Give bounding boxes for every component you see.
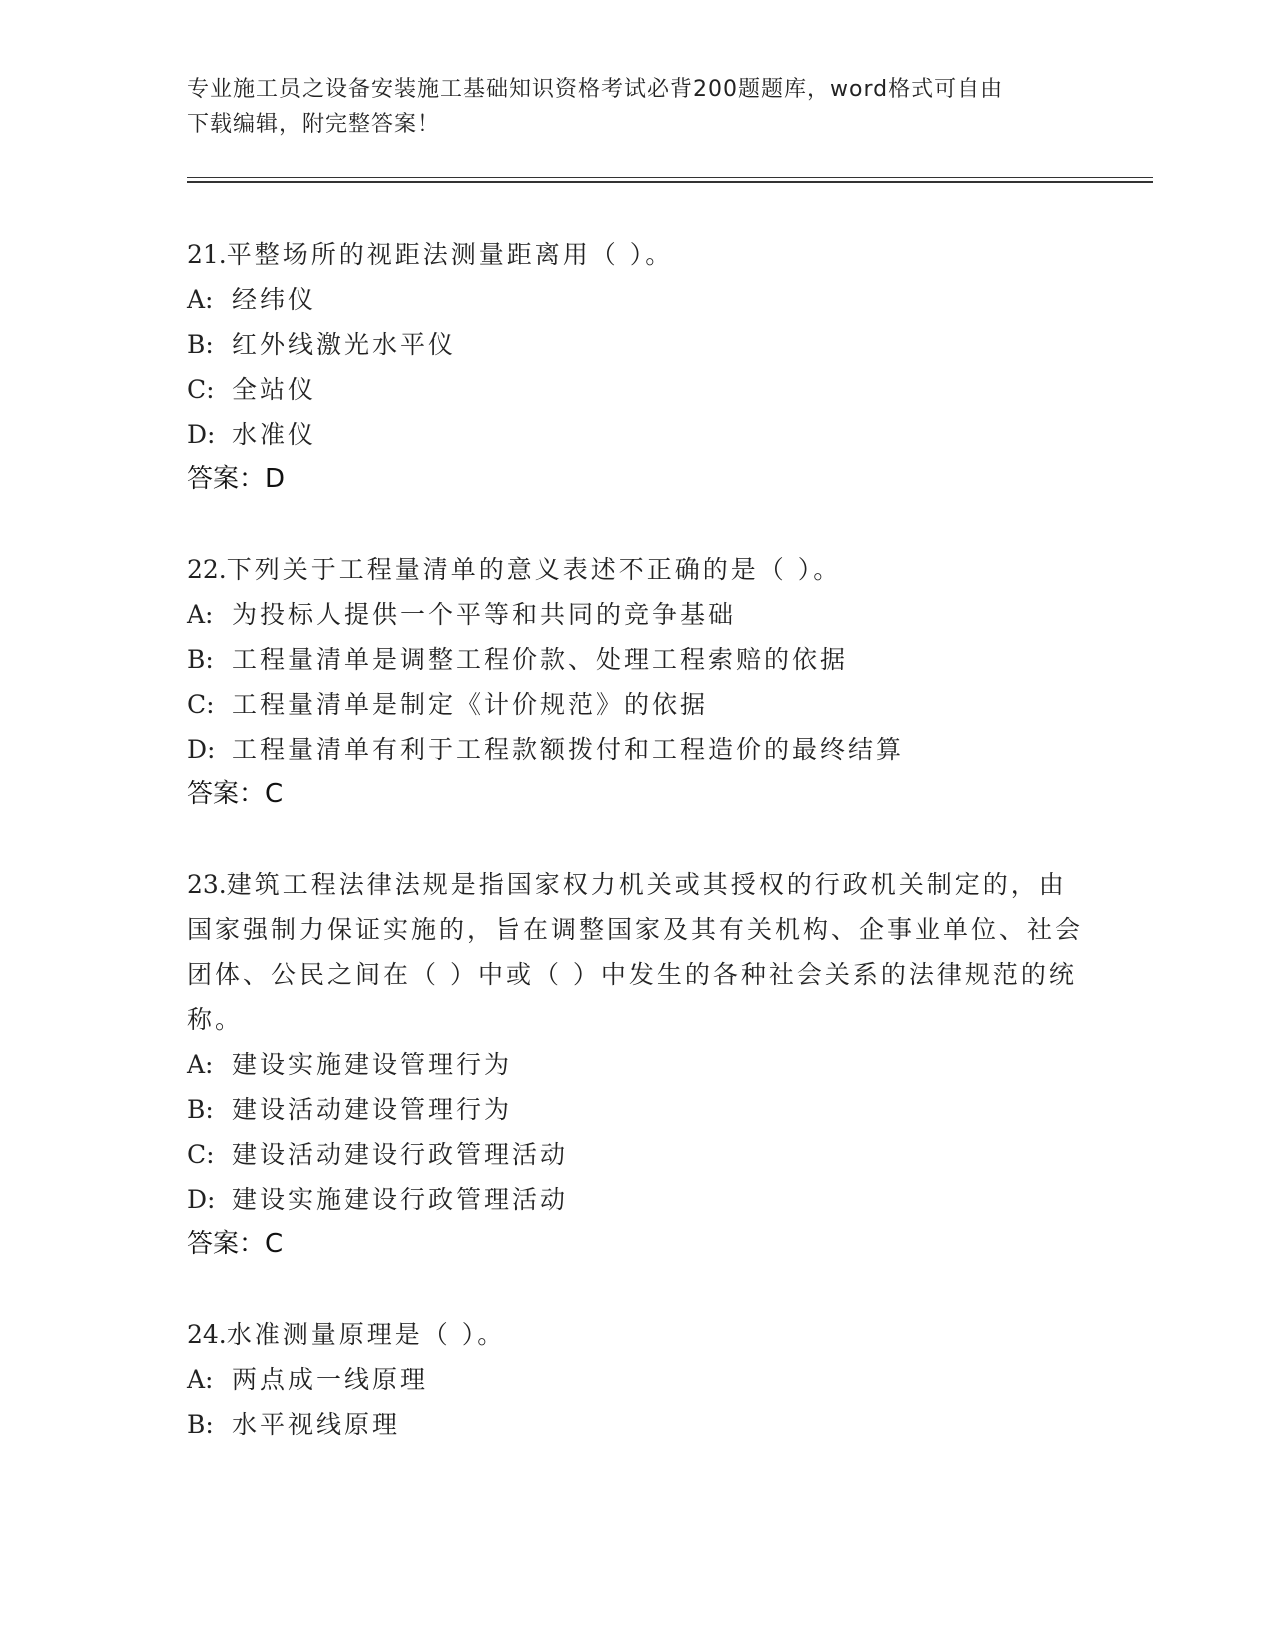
option-text: 红外线激光水平仪	[232, 330, 457, 359]
option-b	[187, 322, 1087, 367]
option-text: 水平视线原理	[232, 1410, 401, 1439]
option-text: 为投标人提供一个平等和共同的竞争基础	[232, 600, 737, 629]
option-key: C:	[187, 375, 215, 404]
question-stem	[187, 1312, 1087, 1357]
option-key: A:	[187, 285, 214, 314]
option-b	[187, 637, 1087, 682]
question-list	[187, 232, 1087, 1492]
option-text: 经纬仪	[232, 285, 317, 314]
header-line-1: 专业施工员之设备安装施工基础知识资格考试必背200题题库，word格式可自由	[187, 77, 1004, 102]
answer-line	[187, 772, 1087, 817]
option-text: 建设活动建设行政管理活动	[232, 1140, 569, 1169]
answer-line	[187, 457, 1087, 502]
option-a	[187, 1357, 1087, 1402]
question-text: 水准测量原理是（ ）。	[226, 1320, 506, 1349]
question-stem	[187, 862, 1087, 1042]
question-text: 平整场所的视距法测量距离用（ ）。	[226, 240, 674, 269]
option-key: B:	[187, 1410, 214, 1439]
option-key: D:	[187, 735, 216, 764]
option-key: C:	[187, 690, 215, 719]
answer-label: 答案：	[187, 464, 266, 494]
option-a	[187, 1042, 1087, 1087]
option-text: 建设实施建设行政管理活动	[232, 1185, 569, 1214]
option-a	[187, 592, 1087, 637]
option-b	[187, 1087, 1087, 1132]
answer-value: C	[265, 779, 284, 809]
option-key: B:	[187, 1095, 214, 1124]
answer-label: 答案：	[187, 1229, 266, 1259]
answer-value: C	[265, 1229, 284, 1259]
question-number: 23.	[187, 870, 227, 899]
option-b	[187, 1402, 1087, 1447]
option-text: 建设活动建设管理行为	[232, 1095, 513, 1124]
question-stem	[187, 232, 1087, 277]
option-key: A:	[187, 1050, 214, 1079]
option-text: 水准仪	[232, 420, 317, 449]
option-text: 工程量清单有利于工程款额拨付和工程造价的最终结算	[232, 735, 905, 764]
question-number: 22.	[187, 555, 227, 584]
option-c	[187, 367, 1087, 412]
option-d	[187, 1177, 1087, 1222]
option-key: B:	[187, 645, 214, 674]
option-d	[187, 727, 1087, 772]
option-a	[187, 277, 1087, 322]
option-c	[187, 682, 1087, 727]
option-text: 两点成一线原理	[232, 1365, 429, 1394]
option-key: A:	[187, 1365, 214, 1394]
answer-label: 答案：	[187, 779, 266, 809]
question-number: 24.	[187, 1320, 227, 1349]
option-text: 工程量清单是调整工程价款、处理工程索赔的依据	[232, 645, 849, 674]
answer-value: D	[265, 464, 286, 494]
header-line-2: 下载编辑，附完整答案！	[187, 112, 441, 137]
option-text: 全站仪	[232, 375, 317, 404]
option-key: A:	[187, 600, 214, 629]
question-number: 21.	[187, 240, 227, 269]
question-text: 建筑工程法律法规是指国家权力机关或其授权的行政机关制定的，由国家强制力保证实施的，旨在调整国家及其有关机构、企事业单位、社会团体、公民之间在（ ）中或（ ）中发生的各种社会关系的法律规范的统称。	[187, 870, 1084, 1034]
question-21	[187, 232, 1087, 502]
question-stem	[187, 547, 1087, 592]
question-23	[187, 862, 1087, 1267]
option-c	[187, 1132, 1087, 1177]
page-header	[187, 72, 1067, 142]
option-d	[187, 412, 1087, 457]
option-key: D:	[187, 420, 216, 449]
question-22	[187, 547, 1087, 817]
header-divider	[187, 177, 1153, 183]
option-key: D:	[187, 1185, 216, 1214]
option-text: 建设实施建设管理行为	[232, 1050, 513, 1079]
option-key: C:	[187, 1140, 215, 1169]
question-24	[187, 1312, 1087, 1447]
option-text: 工程量清单是制定《计价规范》的依据	[232, 690, 709, 719]
option-key: B:	[187, 330, 214, 359]
question-text: 下列关于工程量清单的意义表述不正确的是（ ）。	[226, 555, 842, 584]
answer-line	[187, 1222, 1087, 1267]
